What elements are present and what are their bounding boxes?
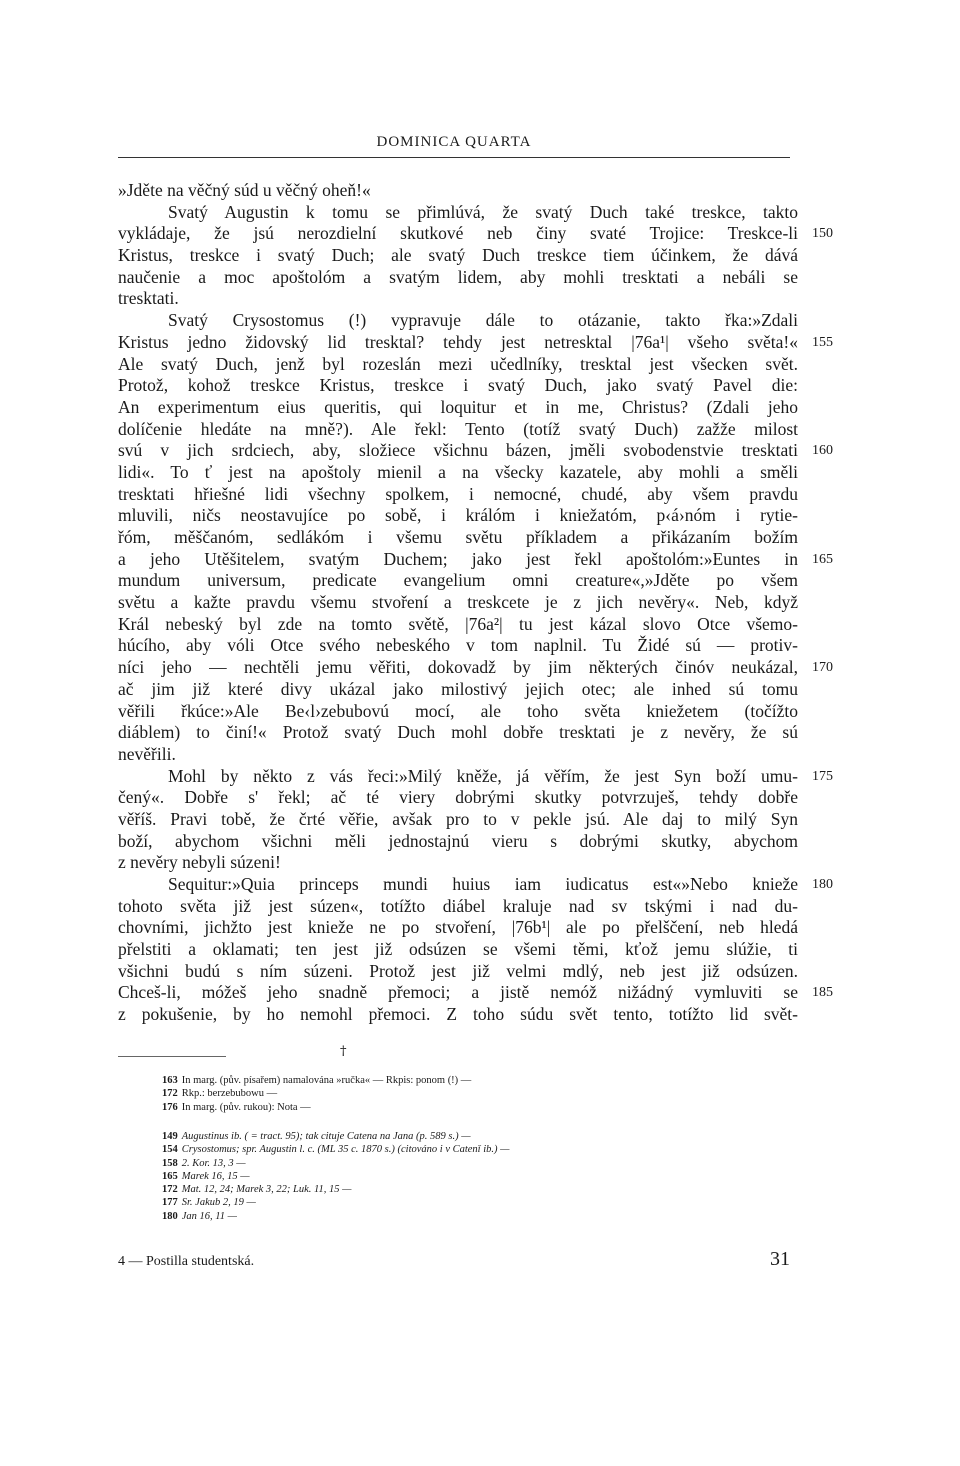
footnote-text: Rkp.: berzebubowu — <box>181 1088 278 1100</box>
line-text: Král nebeský byl zde na tomto světě, |76a²| tu jest kázal slovo Otce všemo- <box>118 613 798 634</box>
source-footnotes <box>162 1130 722 1223</box>
text-line <box>118 419 798 441</box>
line-text: chovními, jichžto jest knieže ne po stvoření, |76b¹| ale po přelščení, neb hledá <box>118 917 798 938</box>
line-text: mluvili, ničs neostavujíce po sobě, i králóm i kniežatóm, p‹á›nóm i rytie- <box>118 505 798 526</box>
line-text: řóm, měščanóm, sedlákóm i všemu světu příkladem a přikázaním božím <box>118 527 798 547</box>
line-number: 165 <box>812 551 833 567</box>
text-line <box>118 896 798 918</box>
text-line <box>118 440 833 462</box>
footnote-line-ref: 154 <box>162 1144 178 1156</box>
text-line <box>118 288 798 310</box>
footnote-line-ref: 177 <box>162 1197 178 1209</box>
text-line <box>118 701 798 723</box>
line-text: Ale svatý Duch, jenž byl rozeslán mezi učedlníky, tresktal jest všecken svět. <box>118 353 798 374</box>
text-line <box>118 809 798 831</box>
line-text: boží, abychom všichni měli jednostajnú vieru s dobrými skutky, abychom <box>118 830 798 851</box>
line-number: 150 <box>812 226 833 242</box>
text-line <box>118 331 833 354</box>
line-text: naučenie a moc apoštolóm a svatým lidem, aby mohli tresktati a nebáli se <box>118 266 798 287</box>
line-text: Chceš-li, móžeš jeho snadně přemoci; a jistě nemóž nižádný vymluviti se <box>118 982 798 1003</box>
line-text: Kristus, treskce i svatý Duch; ale svatý Duch treskce tiem účinkem, že dává <box>118 245 798 266</box>
line-text: diáblem) to činí!« Protož svatý Duch mohl dobře tresktati je z nevěry, že sú <box>118 722 798 743</box>
footnote <box>162 1157 722 1170</box>
line-text: svú v jich srdciech, aby, složiece všichnu bázen, jměli svobodenstvie tresktati <box>118 440 798 461</box>
footnote-line-ref: 180 <box>162 1210 178 1222</box>
footnote-text: Mat. 12, 24; Marek 3, 22; Luk. 11, 15 — <box>181 1184 352 1196</box>
text-line <box>118 744 798 766</box>
footnote <box>162 1170 722 1183</box>
line-text: věříš. Pravi tobě, že črté věřie, avšak pro to v pekle jsú. Ale daj to milý Syn <box>118 808 798 829</box>
line-text: húcího, aby vóli Otce svého nebeského v tom naplnil. Tu Židé sú — protiv- <box>118 635 798 656</box>
line-number: 160 <box>812 443 833 459</box>
text-line <box>118 267 798 289</box>
text-line <box>118 202 798 224</box>
line-number: 185 <box>812 985 833 1001</box>
line-text: níci jeho — nechtěli jemu věřiti, dokovadž by jim některých činóv neukázal, <box>118 657 798 678</box>
line-text: světu a kažte pravdu všemu stvoření a treskcete je z jich nevěry«. Neb, když <box>118 592 798 613</box>
footnote-rule <box>118 1056 226 1057</box>
text-line <box>118 397 798 419</box>
text-line <box>118 1004 798 1026</box>
text-line <box>118 961 798 983</box>
footnote <box>162 1074 722 1087</box>
footnote-line-ref: 165 <box>162 1170 178 1182</box>
line-text: ač jim již které divy ukázal jako milostivý jejich otec; ale inhed sú tomu <box>118 678 798 699</box>
footnote-line-ref: 163 <box>162 1075 178 1086</box>
text-line <box>118 245 798 267</box>
line-text: z pokušenie, by ho nemohl přemoci. Z toho súdu svět tento, totížto lid svět- <box>118 1004 798 1025</box>
line-text: lidi«. To ť jest na apoštoly mienil a na všecky kazatele, aby mohli a směli <box>118 461 798 482</box>
text-line <box>118 917 798 939</box>
main-text <box>118 180 833 1026</box>
text-line <box>118 354 798 376</box>
footnote-line-ref: 172 <box>162 1184 178 1196</box>
footnote <box>162 1143 722 1156</box>
text-line <box>118 852 798 874</box>
footnote <box>162 1210 722 1223</box>
text-line <box>118 635 798 657</box>
footnote <box>162 1087 722 1100</box>
text-line <box>118 570 798 592</box>
footnote-marker: † <box>340 1044 347 1059</box>
line-text: mundum universum, predicate evangelium omni creature«,»Jděte po všem <box>118 570 798 591</box>
footnote <box>162 1101 722 1114</box>
text-line <box>118 765 833 788</box>
text-line <box>118 505 798 527</box>
footnote <box>162 1130 722 1143</box>
footnote <box>162 1183 722 1196</box>
line-number: 170 <box>812 660 833 676</box>
line-text: An experimentum eius queritis, qui loquitur et in me, Christus? (Zdali jeho <box>118 396 798 417</box>
line-text: tresktati. <box>118 288 179 309</box>
line-text: Svatý Augustin k tomu se přimlúvá, že svatý Duch také treskce, takto <box>168 201 798 222</box>
line-text: Protož, kohož treskce Kristus, treskce i svatý Duch, jako svatý Pavel die: <box>118 375 798 396</box>
text-line <box>118 527 798 549</box>
footnote-text: Crysostomus; spr. Augustin l. c. (ML 35 c. 1870 s.) (citováno i v Catenǐ ib.) — <box>181 1144 510 1156</box>
text-line <box>118 874 833 896</box>
line-text: vykládaje, že jsú nerozdielní skutkové neb činy svaté Trojice: Treskce-li <box>118 223 798 244</box>
line-text: z nevěry nebyli súzeni! <box>118 852 281 873</box>
footnote-line-ref: 149 <box>162 1131 178 1142</box>
text-line <box>118 982 833 1004</box>
footnote-text: Jan 16, 11 — <box>181 1210 237 1222</box>
footnote-line-ref: 172 <box>162 1088 178 1100</box>
line-text: věřili řkúce:»Ale Be‹l›zebubovú mocí, ale toho světa kniežetem (točížto <box>118 700 798 721</box>
line-text: Svatý Crysostomus (!) vypravuje dále to otázanie, takto řka:»Zdali <box>168 310 798 331</box>
footnote-text: 2. Kor. 13, 3 — <box>181 1157 246 1169</box>
text-line <box>118 657 833 679</box>
text-line <box>118 375 798 397</box>
line-text: dolíčenie hledáte na mně?). Ale řekl: Tento (totíž svatý Duch) zažže milost <box>118 418 798 439</box>
text-line <box>118 484 798 506</box>
line-text: všichni budú s ním súzeni. Protož jest již velmi mdlý, neb jest již odsúzen. <box>118 960 798 981</box>
text-line <box>118 223 833 245</box>
header-rule <box>118 157 790 158</box>
footnote <box>162 1196 722 1209</box>
line-text: a jeho Utěšitelem, svatým Duchem; jako jest řekl apoštolóm:»Euntes in <box>118 548 798 569</box>
text-line <box>118 310 798 332</box>
line-text: Kristus jedno židovský lid tresktal? tehdy jest netresktal |76a¹| všeho světa!« <box>118 331 798 352</box>
line-text: tresktati hřiešné lidi všechny spolkem, i nemocné, chudé, aby všem pravdu <box>118 483 798 504</box>
footnote-text: In marg. (pův. rukou): Nota — <box>181 1101 311 1113</box>
line-text: Sequitur:»Quia princeps mundi huius iam iudicatus est«»Nebo knieže <box>168 874 798 894</box>
footnote-text: Marek 16, 15 — <box>181 1170 250 1182</box>
running-header: DOMINICA QUARTA <box>376 134 532 150</box>
text-line <box>118 548 833 571</box>
footnote-text: Sr. Jakub 2, 19 — <box>181 1197 256 1209</box>
text-line <box>118 722 798 744</box>
text-line <box>118 679 798 701</box>
line-number: 180 <box>812 877 833 892</box>
line-number: 175 <box>812 768 833 784</box>
sheet-signature: 4 — Postilla studentská. <box>118 1254 255 1269</box>
textual-footnotes <box>162 1074 722 1114</box>
footnote-line-ref: 176 <box>162 1101 178 1113</box>
page-number: 31 <box>770 1248 790 1270</box>
text-line <box>118 462 798 484</box>
text-line <box>118 831 798 853</box>
line-number: 155 <box>812 334 833 350</box>
line-text: tohoto světa již jest súzen«, totížto diábel kraluje nad sv tskými i nad du- <box>118 895 798 916</box>
line-text: nevěřili. <box>118 743 176 764</box>
text-line <box>118 180 798 202</box>
footnote-line-ref: 158 <box>162 1157 178 1169</box>
text-line <box>118 592 798 614</box>
line-text: Mohl by někto z vás řeci:»Milý kněže, já věřím, že jest Syn boží umu- <box>168 765 798 786</box>
line-text: přelstiti a oklamati; ten jest již odsúzen se všemi těmi, kťož jemu slúžie, ti <box>118 939 798 960</box>
footnote-text: In marg. (pův. písařem) namalována »ručka« — Rkpis: ponom (!) — <box>181 1075 472 1086</box>
footnote-text: Augustinus ib. ( = tract. 95); tak cituje Catena na Jana (p. 589 s.) — <box>181 1131 471 1142</box>
text-line <box>118 787 798 809</box>
line-text: »Jděte na věčný súd u věčný oheň!« <box>118 180 371 200</box>
text-line <box>118 939 798 961</box>
text-line <box>118 614 798 636</box>
line-text: čený«. Dobře s' řekl; ač té viery dobrými skutky potvrzuješ, tehdy dobře <box>118 787 798 808</box>
